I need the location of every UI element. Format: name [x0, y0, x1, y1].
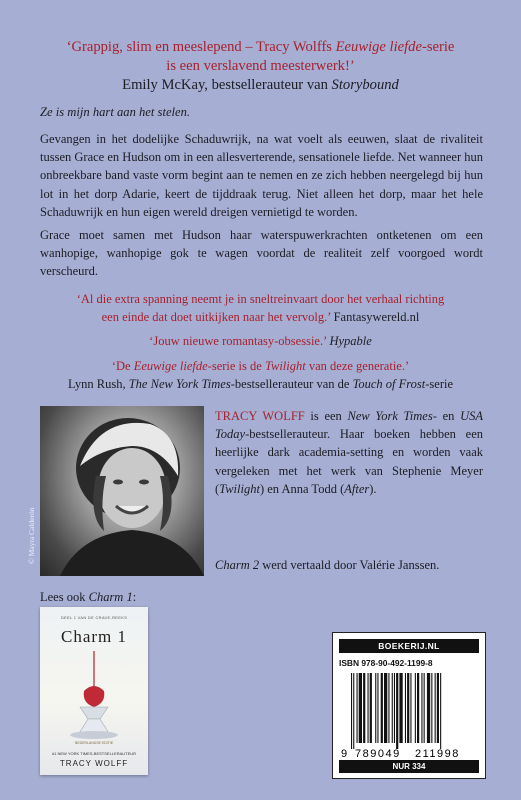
barcode-bar — [392, 673, 393, 743]
barcode-bar — [440, 673, 441, 749]
barcode-bar — [359, 673, 362, 743]
barcode-bar — [415, 673, 416, 743]
barcode-bar — [427, 673, 430, 743]
barcode-bar — [396, 673, 398, 749]
barcode-bar — [410, 673, 411, 743]
mini-cover-blurb: #1 NEW YORK TIMES-BESTSELLERAUTEUR — [51, 751, 137, 756]
mini-cover-series: DEEL 1 VAN DE CRAVE-REEKS — [60, 615, 128, 620]
top-quote-attribution: Emily McKay, bestsellerauteur van Storybound — [122, 77, 399, 93]
author-bio: TRACY WOLFF is een New York Times- en USA Today-bestsellerauteur. Haar boeken hebben een heerlijke dark academia-setting en worden vaak vergeleken met het werk van Stephenie Meyer (Twilight) en Anna Todd (After). — [215, 409, 483, 496]
barcode-digits-right: 211998 — [415, 748, 460, 759]
review-quote-lynn-rush: ‘De Eeuwige liefde-serie is de Twilight van deze generatie.’ Lynn Rush, The New York Times-bestsellerauteur van de Touch of Frost-serie — [67, 359, 454, 392]
barcode-digits-left: 789049 — [355, 748, 401, 759]
barcode-bar — [431, 673, 432, 743]
charm-1-cover[interactable] — [40, 607, 148, 775]
mini-cover-title: Charm 1 — [60, 627, 128, 646]
barcode-bar — [357, 673, 358, 743]
also-read-label: Lees ook Charm 1: — [40, 590, 137, 604]
barcode-bar — [407, 673, 409, 743]
barcode-bar — [435, 673, 436, 743]
barcode-bar — [368, 673, 369, 743]
review-quote-hypable: ‘Jouw nieuwe romantasy-obsessie.’ Hypable — [149, 334, 372, 348]
barcode-bar — [375, 673, 376, 743]
barcode-bar — [363, 673, 365, 743]
barcode-bar — [405, 673, 406, 743]
hourglass-rose-icon — [40, 651, 148, 741]
review-quote-fantasywereld: ‘Al die extra spanning neemt je in sneltreinvaart door het verhaal richting een einde dat doet uitkijken naar het vervolg.’ Fantasywereld.nl — [76, 292, 445, 325]
barcode-bar — [437, 673, 439, 743]
barcode-bar — [377, 673, 378, 743]
nur-label: NUR 334 — [339, 760, 479, 773]
synopsis-paragraph-2: Grace moet samen met Hudson haar waterspuwerkrachten ontketenen om een wanhopige, wanhopige gok te wagen voordat de realiteit zelf voorgoed wordt verscheurd. — [40, 228, 483, 279]
barcode-bar — [381, 673, 383, 743]
tagline: Ze is mijn hart aan het stelen. — [40, 105, 191, 119]
publisher-label: BOEKERIJ.NL — [339, 639, 479, 653]
barcode-bar — [351, 673, 352, 749]
top-quote: ‘Grappig, slim en meeslepend – Tracy Wolffs Eeuwige liefde-serie is een verslavend meesterwerk!’ — [66, 39, 455, 74]
barcode-bar — [417, 673, 419, 743]
barcode-bar — [384, 673, 387, 743]
translator-credit: Charm 2 werd vertaald door Valérie Janssen. — [215, 558, 440, 572]
barcode-box — [332, 632, 486, 779]
photo-credit: © Mayra Calderón — [27, 507, 36, 564]
mini-cover-tag: NEDERLANDSE EDITIE — [74, 741, 114, 745]
barcode-bar — [421, 673, 422, 743]
barcode-bar — [424, 673, 425, 743]
barcode-bar — [394, 673, 395, 743]
barcode-digit-first: 9 — [341, 748, 348, 759]
barcode-bar — [399, 673, 402, 743]
synopsis-paragraph-1: Gevangen in het dodelijke Schaduwrijk, na wat voelt als eeuwen, slaat de rivaliteit tussen Grace en Hudson om in een allesverterende, sensationele liefde. Net wanneer hun onbreekbare band vaste vorm begint aan te nemen en ze zich hebben neergelegd bij hun lot in het dorp Adarie, keert de tijddraak terug. Niet alleen het dorp, maar het hele Schaduwrijk en hun eigen wereld dreigen vernietigd te worden. — [40, 132, 483, 219]
barcode-bar — [370, 673, 372, 743]
isbn-label: ISBN 978-90-492-1199-8 — [339, 658, 433, 668]
mini-cover-author: TRACY WOLFF — [59, 759, 129, 768]
barcode-icon — [341, 673, 477, 759]
barcode-bar — [353, 673, 354, 749]
barcode-bar — [388, 673, 389, 743]
author-photo — [40, 406, 204, 576]
